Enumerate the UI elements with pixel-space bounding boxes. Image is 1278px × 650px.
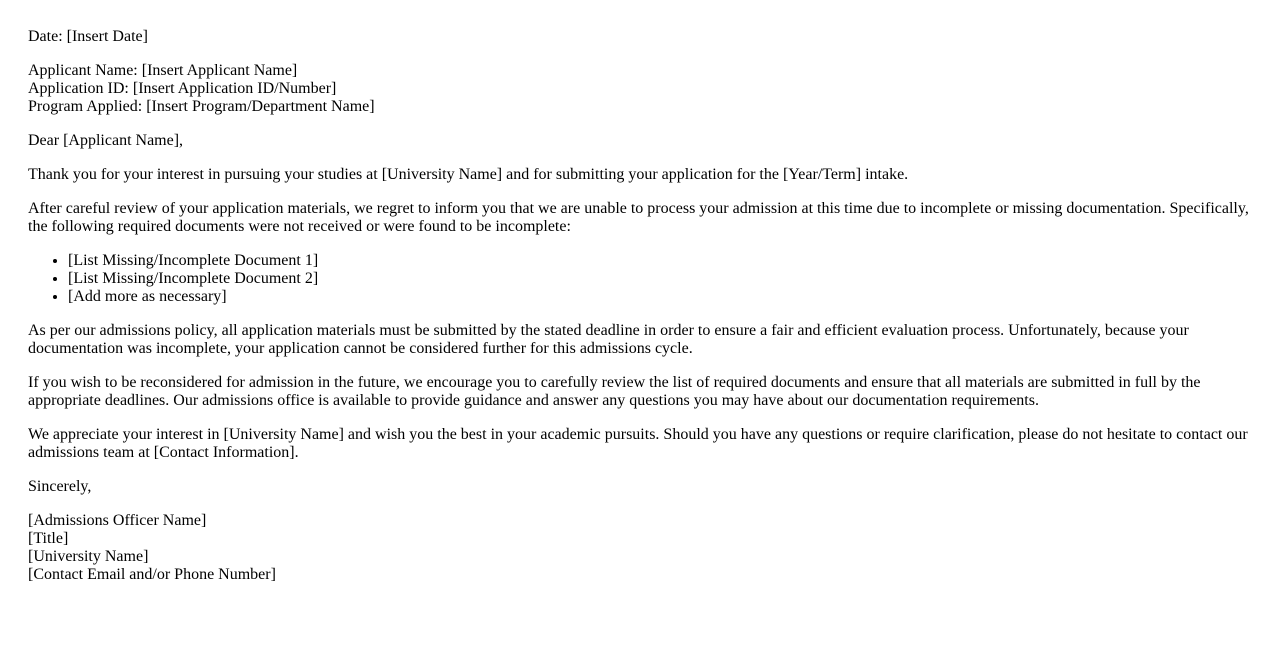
paragraph-review: After careful review of your application materials, we regret to inform you that we are unable to process your admission at this time due to incomplete or missing documentation. Specifically, the following required documents were not received or were found to be incomplete: [28, 200, 1249, 235]
list-item: • [List Missing/Incomplete Document 2] [68, 270, 1252, 288]
paragraph-thanks: Thank you for your interest in pursuing your studies at [University Name] and for submitting your application for the [Year/Term] intake. [28, 166, 909, 183]
program-applied-line: Program Applied: [Insert Program/Department Name] [28, 98, 375, 115]
list-item: • [List Missing/Incomplete Document 1] [68, 252, 1252, 270]
applicant-details [28, 62, 1252, 116]
officer-title: [Title] [28, 530, 69, 547]
list-item: • [Add more as necessary] [68, 288, 1252, 306]
paragraph-policy: As per our admissions policy, all application materials must be submitted by the stated deadline in order to ensure a fair and efficient evaluation process. Unfortunately, because your documentation was incomplete, your application cannot be considered further for this admissions cycle. [28, 322, 1189, 357]
missing-documents-list [28, 252, 1252, 306]
paragraph-closing: We appreciate your interest in [University Name] and wish you the best in your academic pursuits. Should you have any questions or require clarification, please do not hesitate to contact our admissions team at [Contact Information]. [28, 426, 1248, 461]
letter-date: Date: [Insert Date] [28, 28, 148, 45]
sign-off: Sincerely, [28, 478, 92, 495]
officer-name: [Admissions Officer Name] [28, 512, 207, 529]
paragraph-future: If you wish to be reconsidered for admission in the future, we encourage you to carefully review the list of required documents and ensure that all materials are submitted in full by the appropriate deadlines. Our admissions office is available to provide guidance and answer any questions you may have about our documentation requirements. [28, 374, 1201, 409]
signature-contact: [Contact Email and/or Phone Number] [28, 566, 276, 583]
letter-body [28, 28, 1252, 600]
applicant-name-line: Applicant Name: [Insert Applicant Name] [28, 62, 298, 79]
salutation: Dear [Applicant Name], [28, 132, 184, 149]
signature-university: [University Name] [28, 548, 149, 565]
signature-block [28, 512, 1252, 584]
application-id-line: Application ID: [Insert Application ID/Number] [28, 80, 337, 97]
